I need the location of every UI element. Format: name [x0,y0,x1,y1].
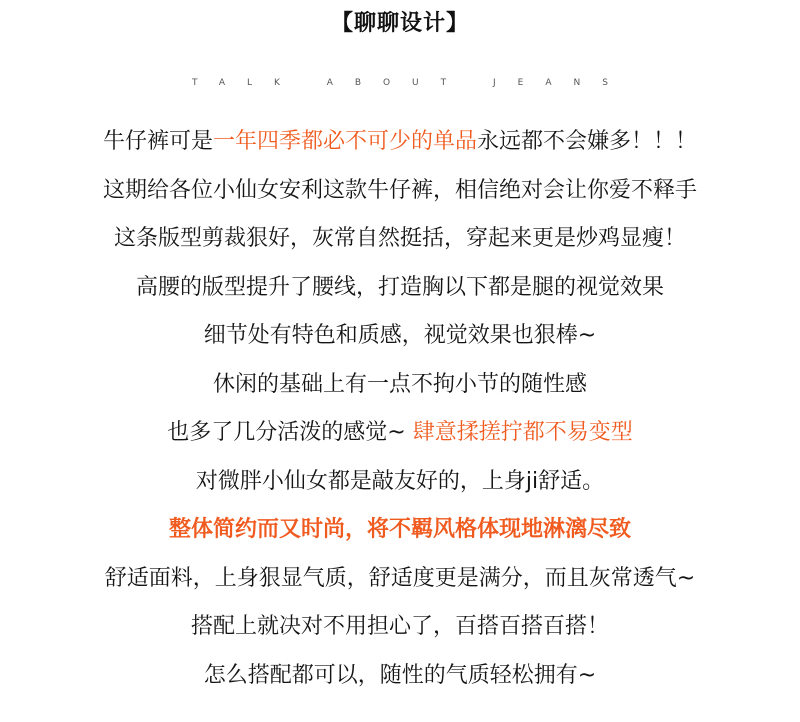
body-line-7 [0,413,800,462]
body-line-9-highlight: 整体简约而又时尚，将不羁风格体现地淋漓尽致 [168,517,631,542]
line-text: 永远都不会嫌多！！！ [477,129,698,154]
body-line-6: 休闲的基础上有一点不拘小节的随性感 [212,371,587,397]
line-text: 牛仔裤可是 [102,129,213,154]
section-heading: 【聊聊设计】 [330,11,469,36]
body-line-11: 搭配上就决对不用担心了，百搭百搭百搭！ [190,614,609,639]
body-line-10: 舒适面料，上身狠显气质，舒适度更是满分，而且灰常透气~ [104,565,696,591]
highlight-text: 肆意揉搓拧都不易变型 [412,420,633,445]
body-line-4: 高腰的版型提升了腰线，打造胸以下都是腿的视觉效果 [135,274,664,300]
body-line-2: 这期给各位小仙女安利这款牛仔裤，相信绝对会让你爱不释手 [102,177,697,203]
body-line-5: 细节处有特色和质感，视觉效果也狠棒~ [203,323,597,348]
section-subheading: TALK ABOUT JEANS [192,78,630,88]
article-body [0,122,800,704]
body-line-12: 怎么搭配都可以，随性的气质轻松拥有~ [203,662,597,688]
body-line-3: 这条版型剪裁狠好，灰常自然挺括，穿起来更是炒鸡显瘦！ [113,226,686,251]
line-text: 也多了几分活泼的感觉~ [167,420,413,445]
body-line-8: 对微胖小仙女都是敲友好的，上身ji舒适。 [195,468,605,494]
body-line-1 [0,122,800,171]
highlight-text: 一年四季都必不可少的单品 [212,129,477,154]
